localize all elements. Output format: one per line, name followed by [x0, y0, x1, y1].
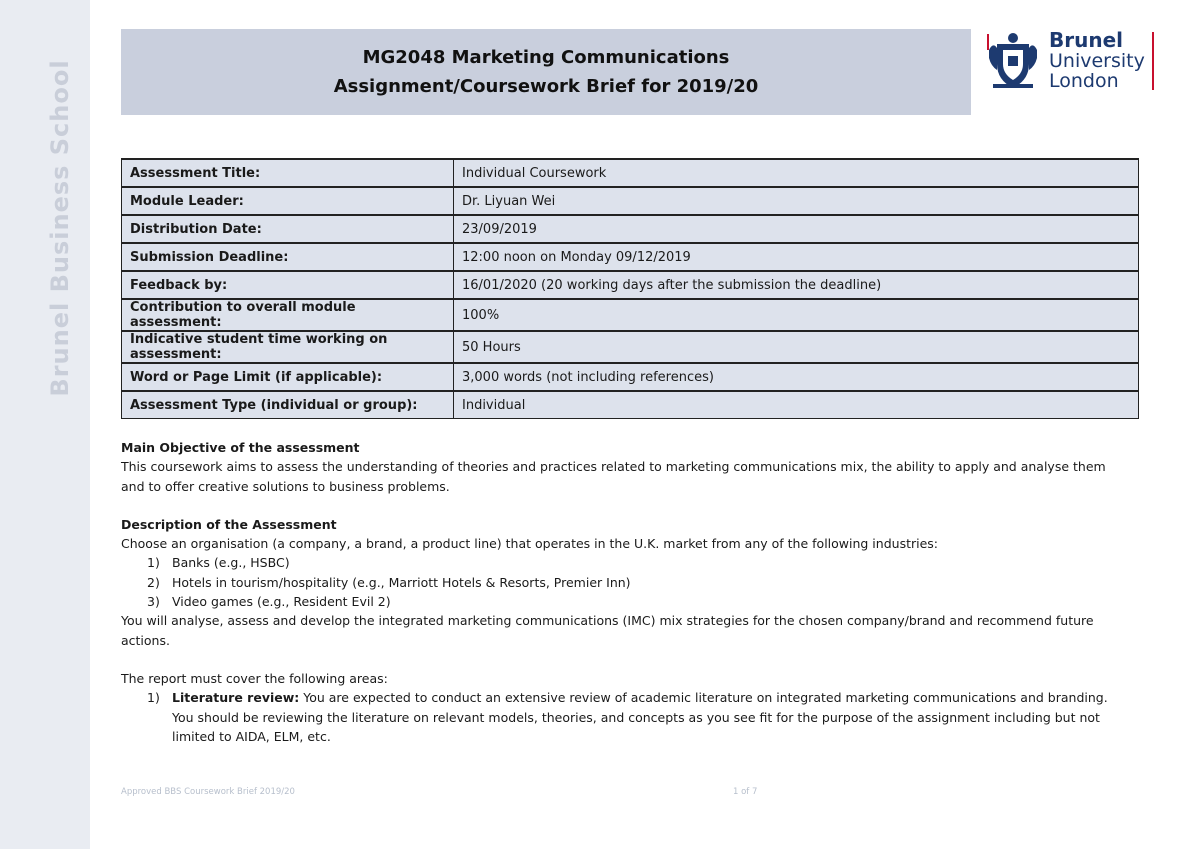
list-text: You are expected to conduct an extensive review of academic literature on integrated marketing communications and branding. — [299, 690, 1108, 706]
logo-line-london: London — [1049, 70, 1119, 92]
row-value: 50 Hours — [454, 331, 1139, 363]
logo-line-brunel: Brunel — [1049, 28, 1124, 52]
row-value: 12:00 noon on Monday 09/12/2019 — [454, 243, 1139, 271]
logo-accent-right — [1152, 32, 1154, 90]
table-row — [122, 159, 1139, 187]
footer-page-number: 1 of 7 — [733, 787, 758, 797]
row-value: 3,000 words (not including references) — [454, 363, 1139, 391]
row-value: Individual — [454, 391, 1139, 419]
list-number: 2) — [147, 574, 160, 590]
university-crest-icon — [987, 30, 1039, 90]
list-item — [121, 573, 1121, 592]
row-label: Word or Page Limit (if applicable): — [122, 363, 454, 391]
objective-text-line: This coursework aims to assess the understanding of theories and practices related to marketing communications mix, the ability to apply and analyse them — [121, 459, 1106, 475]
logo-line-university: University — [1049, 50, 1145, 72]
table-row — [122, 243, 1139, 271]
row-value: 23/09/2019 — [454, 215, 1139, 243]
table-row — [122, 187, 1139, 215]
footer-brief-version: Approved BBS Coursework Brief 2019/20 — [121, 787, 295, 797]
assessment-info-table — [121, 158, 1139, 419]
objective-heading: Main Objective of the assessment — [121, 440, 360, 455]
row-value: Dr. Liyuan Wei — [454, 187, 1139, 215]
list-item — [121, 592, 1121, 611]
table-row — [122, 391, 1139, 419]
row-label: Indicative student time working on assessment: — [122, 331, 454, 363]
list-number: 1) — [147, 555, 160, 571]
document-header — [121, 29, 971, 115]
description-intro: Choose an organisation (a company, a brand, a product line) that operates in the U.K. market from any of the following industries: — [121, 536, 939, 552]
row-label: Module Leader: — [122, 187, 454, 215]
row-label: Assessment Title: — [122, 159, 454, 187]
row-value: Individual Coursework — [454, 159, 1139, 187]
table-row — [122, 215, 1139, 243]
row-value: 16/01/2020 (20 working days after the submission the deadline) — [454, 271, 1139, 299]
list-text: Banks (e.g., HSBC) — [172, 555, 290, 571]
analysis-text-line: actions. — [121, 632, 170, 648]
row-value: 100% — [454, 299, 1139, 331]
report-areas-list — [121, 688, 1121, 746]
row-label: Assessment Type (individual or group): — [122, 391, 454, 419]
list-text: You should be reviewing the literature on relevant models, theories, and concepts as you see fit for the purpose of the assignment including but not — [172, 709, 1100, 725]
row-label: Submission Deadline: — [122, 243, 454, 271]
table-row — [122, 363, 1139, 391]
row-label: Feedback by: — [122, 271, 454, 299]
description-heading: Description of the Assessment — [121, 516, 337, 532]
row-label: Contribution to overall module assessment: — [122, 299, 454, 331]
row-label: Distribution Date: — [122, 215, 454, 243]
list-item — [121, 553, 1121, 572]
module-title: MG2048 Marketing Communications — [362, 47, 730, 68]
brief-body — [121, 438, 1121, 746]
analysis-text-line: You will analyse, assess and develop the integrated marketing communications (IMC) mix strategies for the chosen company/brand and recommend future — [121, 613, 1094, 629]
table-row — [122, 331, 1139, 363]
industry-list — [121, 553, 1121, 611]
university-logo — [987, 30, 1157, 92]
objective-text-line: and to offer creative solutions to business problems. — [121, 478, 450, 494]
sidebar-band — [0, 0, 90, 849]
list-item-title: Literature review: — [172, 690, 300, 706]
list-number: 3) — [147, 594, 160, 610]
list-text: limited to AIDA, ELM, etc. — [172, 728, 331, 744]
sidebar-school-name: Brunel Business School — [46, 59, 74, 397]
report-intro: The report must cover the following areas: — [121, 670, 388, 686]
list-number: 1) — [147, 690, 160, 706]
list-text: Hotels in tourism/hospitality (e.g., Marriott Hotels & Resorts, Premier Inn) — [172, 574, 631, 590]
list-item — [121, 688, 1121, 746]
brief-title: Assignment/Coursework Brief for 2019/20 — [333, 76, 759, 97]
table-row — [122, 271, 1139, 299]
table-row — [122, 299, 1139, 331]
list-text: Video games (e.g., Resident Evil 2) — [172, 594, 391, 610]
